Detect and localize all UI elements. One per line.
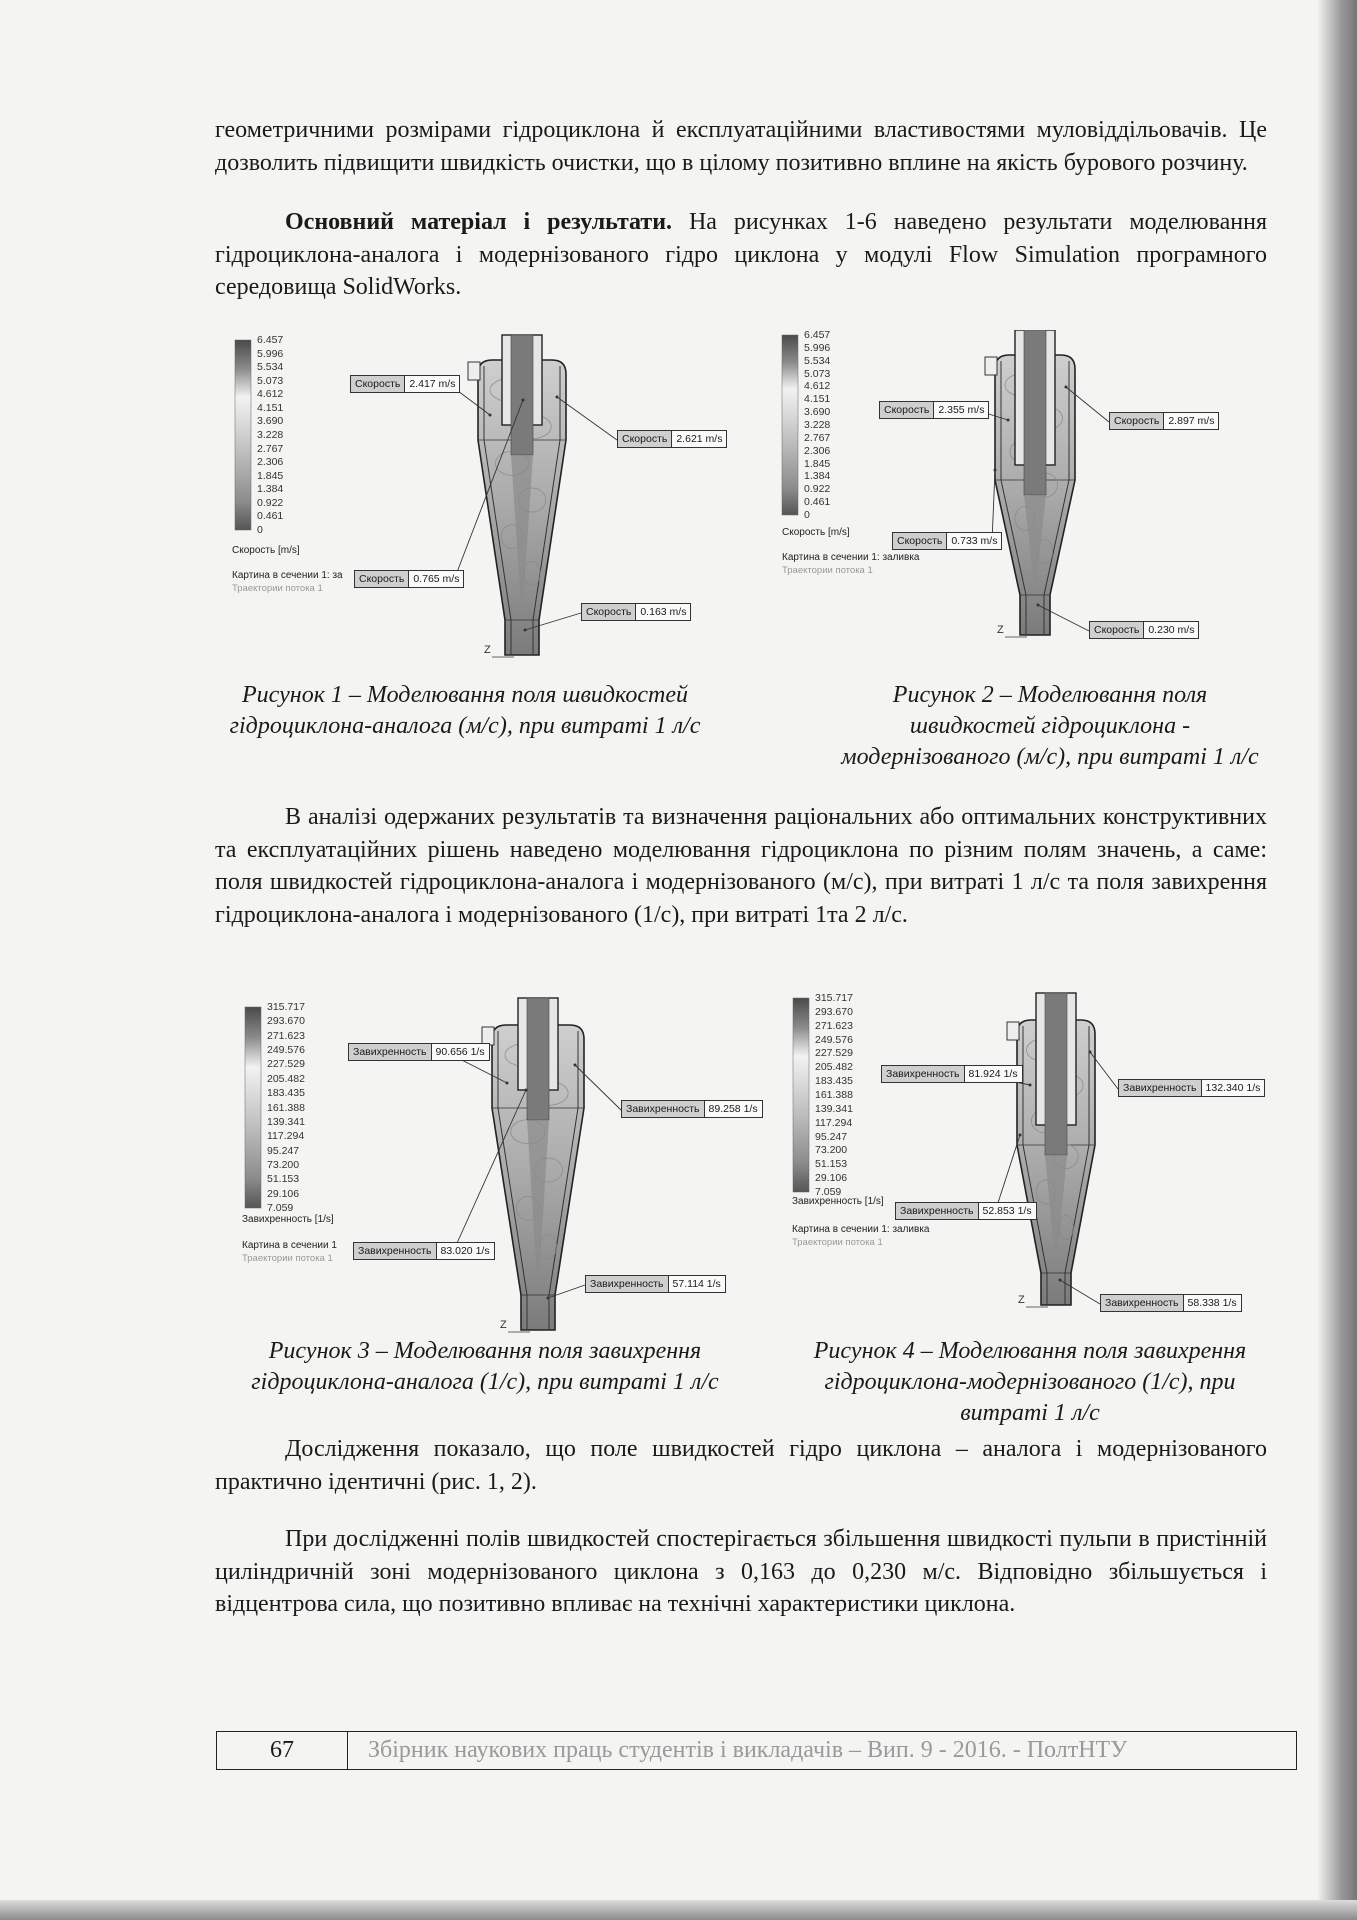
legend-tick-label: 117.294 [815, 1116, 853, 1129]
legend-tick-label: 161.388 [267, 1101, 305, 1114]
legend-tick-label: 2.306 [804, 444, 831, 457]
legend-tick-label: 6.457 [804, 329, 831, 341]
probe-value: 83.020 1/s [440, 1245, 490, 1257]
legend-tick-label: 5.996 [257, 347, 284, 360]
trajectory-label: Траектории потока 1 [242, 1253, 333, 1264]
probe-callout [354, 570, 464, 588]
probe-name: Завихренность [586, 1276, 669, 1292]
page-footer [216, 1731, 1297, 1770]
legend-tick-label: 293.670 [815, 1005, 853, 1018]
legend-tick-label: 315.717 [267, 1001, 305, 1013]
cyclone-diagram [780, 990, 1340, 1340]
axis-label-z: Z [1018, 1294, 1025, 1306]
probe-callout [585, 1275, 726, 1293]
legend-tick-label: 5.073 [804, 367, 831, 380]
probe-name: Скорость [893, 533, 947, 549]
probe-point [1037, 604, 1040, 607]
legend-tick-label: 315.717 [815, 992, 853, 1004]
probe-value: 0.733 m/s [951, 535, 998, 547]
probe-name: Скорость [1090, 622, 1144, 638]
paragraph-study-result: Дослідження показало, що поле швидкостей гідро циклона – аналога і модернізованого практично ідентичні (рис. 1, 2). [215, 1436, 1267, 1495]
probe-value: 0.230 m/s [1148, 624, 1195, 636]
figure-4-vorticity-modernized [780, 990, 1340, 1340]
section-plot-label: Картина в сечении 1: заливка [792, 1224, 930, 1235]
probe-point [1065, 386, 1068, 389]
cyclone-diagram [770, 330, 1330, 670]
probe-callout [895, 1202, 1037, 1220]
legend-tick-label: 1.384 [804, 470, 831, 483]
legend-tick-label: 4.151 [804, 393, 831, 406]
legend-tick-label: 0.461 [804, 496, 831, 509]
color-scale-bar [245, 1007, 261, 1208]
legend-tick-label: 5.073 [257, 374, 284, 387]
probe-point [547, 1297, 550, 1300]
probe-name: Скорость [880, 402, 934, 418]
probe-name: Завихренность [622, 1101, 705, 1117]
probe-point [994, 469, 997, 472]
probe-value: 57.114 1/s [672, 1278, 721, 1290]
legend-tick-label: 161.388 [815, 1089, 853, 1101]
core-flow [1024, 330, 1046, 495]
probe-value: 58.338 1/s [1187, 1297, 1237, 1309]
legend-tick-label: 4.612 [257, 388, 284, 401]
legend-tick-label: 73.200 [815, 1144, 848, 1157]
legend-tick-label: 7.059 [815, 1186, 842, 1198]
legend-tick-label: 2.306 [257, 456, 284, 469]
legend-tick-label: 0.922 [804, 483, 831, 496]
probe-callout [1089, 621, 1199, 639]
probe-point [574, 1064, 577, 1067]
probe-point [1089, 1051, 1092, 1054]
legend-tick-label: 249.576 [815, 1033, 853, 1046]
axis-label-z: Z [997, 624, 1004, 636]
legend-tick-label: 51.153 [267, 1173, 300, 1186]
legend-tick-label: 271.623 [815, 1019, 853, 1032]
legend-tick-label: 183.435 [267, 1087, 305, 1100]
paragraph-intro-end: геометричними розмірами гідроциклона й експлуатаційними властивостями муловіддільовачів. Це дозволить підвищити швидкість очистки, що в цілому позитивно вплине на якість бурового розчину. [215, 117, 1267, 176]
legend-tick-label: 3.690 [257, 415, 284, 428]
legend-tick-label: 0 [257, 524, 263, 536]
probe-callout [348, 1043, 490, 1061]
probe-value: 0.163 m/s [640, 606, 687, 618]
probe-callout [621, 1100, 763, 1118]
legend-tick-label: 227.529 [815, 1047, 853, 1060]
probe-name: Завихренность [1119, 1080, 1202, 1096]
legend-tick-label: 3.228 [804, 419, 831, 431]
probe-callout [1100, 1294, 1242, 1312]
caption-figure-3: Рисунок 3 – Моделювання поля завихрення гідроциклона-аналога (1/с), при витраті 1 л/с [251, 1338, 719, 1395]
legend-tick-label: 0.922 [257, 496, 284, 509]
paragraph-analysis: В аналізі одержаних результатів та визначення раціональних або оптимальних конструктивних та експлуатаційних рішень наведено моделювання гідроциклона по різним полям значень, а саме: поля швидкостей гідроциклона-аналога і модернізованого (м/с), при витраті 1 л/с та поля завихрення гідроциклона-аналога і модернізованого (1/с), при витраті 1та 2 л/с. [215, 804, 1267, 928]
probe-point [1029, 1084, 1032, 1087]
probe-point [1019, 1134, 1022, 1137]
probe-callout [892, 532, 1002, 550]
legend-tick-label: 2.767 [257, 442, 284, 455]
legend-tick-label: 139.341 [815, 1102, 853, 1115]
probe-value: 2.897 m/s [1168, 415, 1215, 427]
paragraph-main-material [215, 206, 1267, 304]
probe-callout [879, 401, 989, 419]
probe-callout [353, 1242, 495, 1260]
legend-title: Скорость [m/s] [232, 545, 300, 556]
probe-callout [581, 603, 691, 621]
inlet-pipe [985, 357, 997, 375]
paragraph-velocity-increase: При дослідженні полів швидкостей спостерігається збільшення швидкості пульпи в пристінній циліндричній зоні модернізованого циклона з 0,163 до 0,230 м/с. Відповідно збільшується і відцентрова сила, що позитивно впливає на технічні характеристики циклона. [215, 1526, 1267, 1617]
legend-tick-label: 73.200 [267, 1158, 300, 1171]
trajectory-label: Траектории потока 1 [232, 583, 323, 594]
trajectory-label: Траектории потока 1 [782, 565, 873, 576]
legend-tick-label: 0 [804, 509, 810, 521]
legend-title: Завихренность [1/s] [792, 1196, 884, 1207]
scan-edge-shadow [1317, 0, 1357, 1920]
probe-callout [1109, 412, 1219, 430]
legend-tick-label: 183.435 [815, 1075, 853, 1088]
legend-tick-label: 29.106 [267, 1187, 300, 1200]
color-scale-bar [782, 335, 798, 515]
legend-tick-label: 2.767 [804, 431, 831, 444]
legend-title: Завихренность [1/s] [242, 1214, 334, 1225]
scan-bottom-edge [0, 1900, 1357, 1920]
legend-tick-label: 139.341 [267, 1115, 305, 1128]
probe-value: 2.417 m/s [409, 378, 456, 390]
probe-name: Завихренность [882, 1066, 965, 1082]
color-scale-bar [793, 998, 809, 1192]
legend-tick-label: 1.845 [804, 457, 831, 470]
legend-tick-label: 0.461 [257, 510, 284, 523]
legend-tick-label: 5.996 [804, 341, 831, 354]
legend-tick-label: 6.457 [257, 334, 284, 346]
probe-value: 2.355 m/s [938, 404, 985, 416]
legend-tick-label: 5.534 [804, 354, 831, 367]
caption-figure-1: Рисунок 1 – Моделювання поля швидкостей гідроциклона-аналога (м/с), при витраті 1 л/с [229, 682, 701, 739]
probe-value: 90.656 1/s [435, 1046, 485, 1058]
legend-tick-label: 5.534 [257, 361, 284, 374]
probe-name: Завихренность [354, 1243, 437, 1259]
legend-tick-label: 1.384 [257, 483, 284, 496]
axis-label-z: Z [500, 1319, 507, 1331]
probe-value: 52.853 1/s [982, 1205, 1032, 1217]
inlet-pipe [468, 362, 480, 380]
probe-point [524, 629, 527, 632]
legend-tick-label: 117.294 [267, 1130, 305, 1143]
journal-title: Збірник наукових праць студентів і викладачів – Вип. 9 - 2016. - ПолтНТУ [368, 1737, 1128, 1763]
probe-name: Скорость [618, 431, 672, 447]
probe-value: 2.621 m/s [676, 433, 723, 445]
probe-value: 132.340 1/s [1205, 1082, 1261, 1094]
probe-value: 81.924 1/s [968, 1068, 1018, 1080]
legend-tick-label: 95.247 [267, 1144, 300, 1157]
probe-point [556, 396, 559, 399]
core-flow [1045, 993, 1067, 1155]
core-flow [527, 998, 549, 1120]
probe-name: Завихренность [1101, 1295, 1184, 1311]
probe-point [506, 1082, 509, 1085]
legend-tick-label: 205.482 [815, 1061, 853, 1074]
probe-name: Скорость [351, 376, 405, 392]
legend-title: Скорость [m/s] [782, 527, 850, 538]
probe-callout [350, 375, 460, 393]
caption-figure-4: Рисунок 4 – Моделювання поля завихрення гідроциклона-модернізованого (1/с), при витраті 1 л/с [813, 1338, 1247, 1426]
legend-tick-label: 227.529 [267, 1058, 305, 1071]
legend-tick-label: 4.151 [257, 401, 284, 414]
legend-tick-label: 271.623 [267, 1029, 305, 1042]
core-flow [511, 335, 533, 455]
axis-label-z: Z [484, 644, 491, 656]
legend-tick-label: 7.059 [267, 1202, 294, 1214]
probe-point [1059, 1279, 1062, 1282]
section-plot-label: Картина в сечении 1 [242, 1240, 337, 1251]
legend-tick-label: 51.153 [815, 1158, 848, 1171]
figure-3-vorticity-analog [230, 990, 770, 1340]
probe-point [525, 1089, 528, 1092]
probe-name: Завихренность [896, 1203, 979, 1219]
legend-tick-label: 205.482 [267, 1072, 305, 1085]
probe-leader-line [995, 1135, 1020, 1212]
probe-name: Завихренность [349, 1044, 432, 1060]
caption-figure-2: Рисунок 2 – Моделювання поля швидкостей гідроциклона - модернізованого (м/с), при витраті 1 л/с [841, 682, 1259, 770]
legend-tick-label: 95.247 [815, 1130, 848, 1143]
paragraph-text: На рисунках 1-6 наведено результати моделювання гідроциклона-аналога і модернізованого гідро циклона у модулі Flow Simulation програмного середовища SolidWorks. [215, 209, 1267, 300]
color-scale-bar [235, 340, 251, 530]
page-number: 67 [217, 1732, 348, 1769]
legend-tick-label: 29.106 [815, 1172, 848, 1185]
figure-2-velocity-modernized [770, 330, 1330, 670]
legend-tick-label: 3.228 [257, 429, 284, 441]
legend-tick-label: 293.670 [267, 1015, 305, 1028]
legend-tick-label: 1.845 [257, 469, 284, 482]
probe-point [522, 399, 525, 402]
probe-name: Скорость [1110, 413, 1164, 429]
probe-callout [1118, 1079, 1265, 1097]
probe-value: 0.765 m/s [413, 573, 460, 585]
probe-value: 89.258 1/s [708, 1103, 758, 1115]
section-plot-label: Картина в сечении 1: за [232, 570, 343, 581]
section-heading: Основний матеріал і результати. [285, 209, 673, 235]
section-plot-label: Картина в сечении 1: заливка [782, 552, 920, 563]
probe-point [489, 414, 492, 417]
figure-1-velocity-analog [220, 330, 740, 670]
probe-name: Скорость [355, 571, 409, 587]
legend-tick-label: 249.576 [267, 1044, 305, 1057]
trajectory-label: Траектории потока 1 [792, 1237, 883, 1248]
probe-point [1007, 419, 1010, 422]
probe-callout [617, 430, 727, 448]
probe-name: Скорость [582, 604, 636, 620]
legend-tick-label: 4.612 [804, 380, 831, 393]
legend-tick-label: 3.690 [804, 406, 831, 419]
inlet-pipe [1007, 1022, 1019, 1040]
probe-callout [881, 1065, 1023, 1083]
